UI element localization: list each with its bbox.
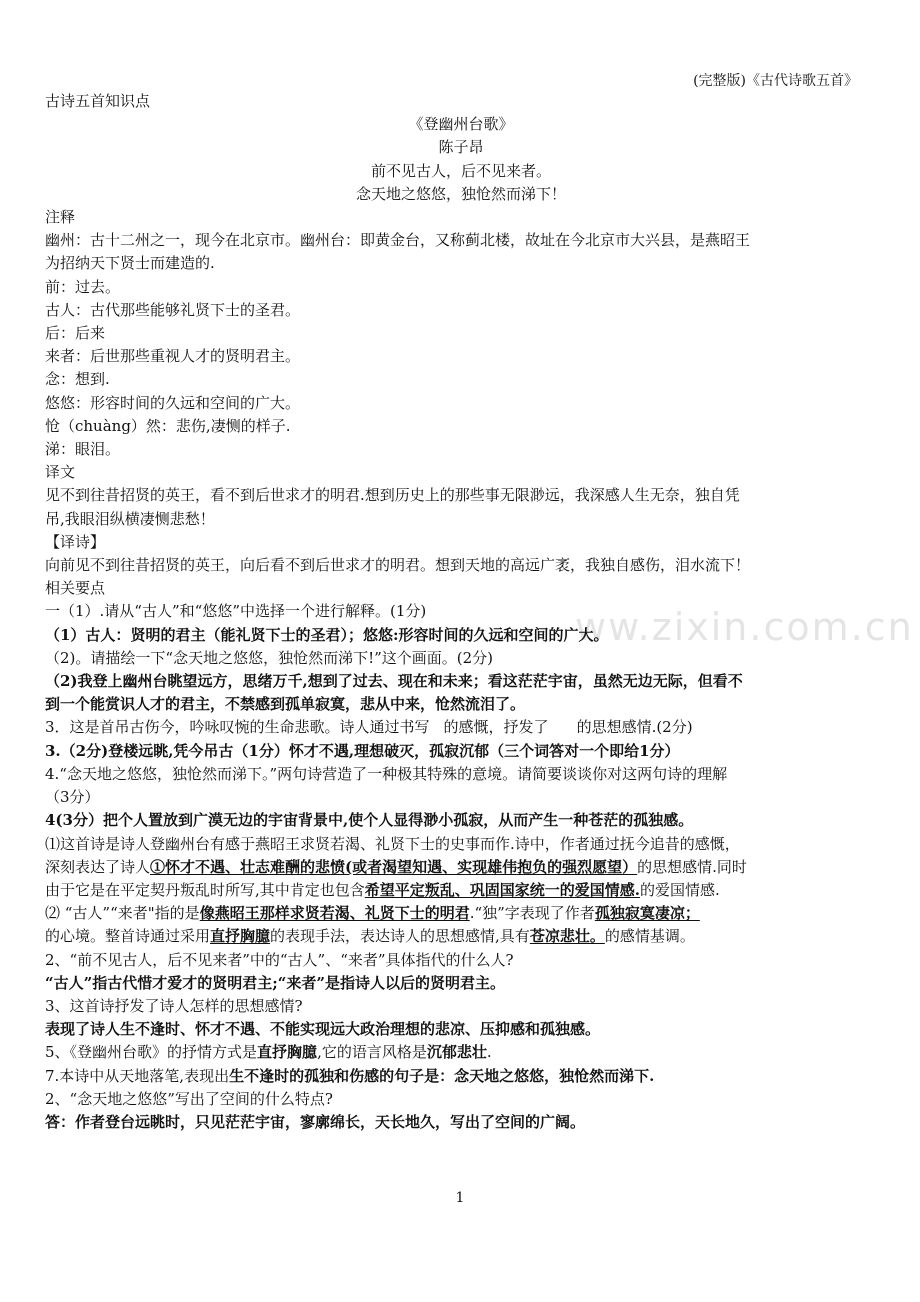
translation-heading: 译文 [45,463,76,482]
question [45,716,877,739]
note-line: 后：后来 [45,324,106,343]
page-number: 1 [455,1190,465,1206]
note-line: 为招纳天下贤士而建造的. [45,254,215,273]
analysis-part: 的思想感情.同时 [637,857,747,876]
question: （3分） [45,788,100,807]
analysis-part: 5、《登幽州台歌》的抒情方式是 [45,1043,258,1062]
notes-heading: 注释 [45,208,76,227]
analysis-line: ⑴这首诗是诗人登幽州台有感于燕昭王求贤若渴、礼贤下士的史事而作.诗中，作者通过抚今追昔的感慨， [45,834,740,853]
note-line: 涕：眼泪。 [45,440,121,459]
poem-line-2: 念天地之悠悠，独怆然而涕下！ [355,184,566,203]
answer: 表现了诗人生不逢时、怀才不遇、不能实现远大政治理想的悲凉、压抑感和孤独感。 [45,1020,601,1039]
analysis-line [45,856,877,879]
translation-line: 见不到往昔招贤的英王，看不到后世求才的明君.想到历史上的那些事无限渺远，我深感人生无奈，独自凭 [45,486,740,505]
question: 3、这首诗抒发了诗人怎样的思想感情? [45,996,303,1015]
analysis-emphasis: 直抒胸臆 [257,1043,318,1062]
analysis-line [45,1065,877,1088]
analysis-emphasis: 苍凉悲壮。 [529,927,605,946]
question: 2、“前不见古人，后不见来者”中的“古人”、“来者”具体指代的什么人? [45,950,514,969]
note-line: 前：过去。 [45,277,121,296]
page-header: (完整版)《古代诗歌五首》 [693,73,858,89]
question: 4.“念天地之悠悠，独怆然而涕下。”两句诗营造了一种极其特殊的意境。请简要谈谈你对这两句诗的理解 [45,764,728,783]
poem-line-1: 前不见古人，后不见来者。 [370,161,551,180]
answer: （1）古人：贤明的君主（能礼贤下士的圣君）；悠悠:形容时间的久远和空间的广大。 [45,625,609,644]
analysis-emphasis: 孤独寂寞凄凉； [594,904,700,923]
answer: 到一个能赏识人才的君主，不禁感到孤单寂寞，悲从中来，怆然流泪了。 [45,695,526,714]
analysis-line [45,879,877,902]
question-part: 的思想感情.(2分) [576,718,693,737]
poem-title: 《登幽州台歌》 [408,115,514,134]
analysis-part: 深刻表达了诗人 [45,857,151,876]
analysis-part: 由于它是在平定契丹叛乱时所写,其中肯定也包含 [45,880,365,899]
analysis-part: 的表现手法，表达诗人的思想感情,具有 [270,927,530,946]
translation-line: 向前见不到往昔招贤的英王，向后看不到后世求才的明君。想到天地的高远广袤，我独自感伤，泪水流下！ [45,556,751,575]
analysis-part: 的感情基调。 [604,927,695,946]
analysis-emphasis: 生不逢时的孤独和伤感的句子是：念天地之悠悠，独怆然而涕下. [229,1066,655,1085]
analysis-emphasis: 像燕昭王那样求贤若渴、礼贤下士的明君 [199,904,470,923]
document-body [45,90,877,1134]
analysis-line [45,1041,877,1064]
note-line: 怆（chuàng）然：悲伤,凄恻的样子. [45,416,291,435]
translated-poem-heading: 【译诗】 [45,532,106,551]
analysis-part: . [486,1043,492,1062]
doc-title: 古诗五首知识点 [45,92,151,110]
analysis-part: ,它的语言风格是 [317,1043,427,1062]
poem-author: 陈子昂 [438,138,484,157]
question: 2、“念天地之悠悠”写出了空间的什么特点? [45,1089,333,1108]
answer: 答：作者登台远眺时，只见茫茫宇宙，寥廓绵长，天长地久，写出了空间的广阔。 [45,1112,586,1131]
note-line: 念：想到. [45,370,110,389]
analysis-emphasis: 直抒胸臆 [210,927,271,946]
analysis-part: 的心境。整首诗通过采用 [45,927,211,946]
note-line: 悠悠：形容时间的久远和空间的广大。 [45,393,301,412]
answer: 3.（2分)登楼远眺,凭今吊古（1分）怀才不遇,理想破灭，孤寂沉郁（三个词答对一个即给1分） [45,741,680,760]
note-line: 幽州：古十二州之一，现今在北京市。幽州台：即黄金台，又称蓟北楼，故址在今北京市大兴县，是燕昭王 [45,231,751,250]
analysis-part: 的爱国情感. [640,880,720,899]
analysis-line [45,925,877,948]
answer: 4(3分）把个人置放到广漠无边的宇宙背景中,使个人显得渺小孤寂，从而产生一种苍茫的孤独感。 [45,811,694,830]
points-heading: 相关要点 [45,579,106,598]
analysis-part: 7.本诗中从天地落笔,表现出 [45,1066,230,1085]
note-line: 来者：后世那些重视人才的贤明君主。 [45,347,301,366]
translation-line: 吊,我眼泪纵横凄恻悲愁！ [45,509,215,528]
analysis-emphasis: ①怀才不遇、壮志难酬的悲愤(或者渴望知遇、实现雄伟抱负的强烈愿望） [150,857,638,876]
analysis-emphasis: 希望平定叛乱、巩固国家统一的爱国情感. [364,880,641,899]
question-part: 3．这是首吊古伤今，吟咏叹惋的生命悲歌。诗人通过书写 [45,718,430,737]
analysis-part: ⑵ “古人”“来者"指的是 [45,904,200,923]
question: （2)。请描绘一下“念天地之悠悠，独怆然而涕下!”这个画面。(2分) [45,648,494,667]
watermark-text: ww.zixin.com.cn [575,605,914,649]
analysis-part: .“独”字表现了作者 [469,904,595,923]
note-line: 古人：古代那些能够礼贤下士的圣君。 [45,300,301,319]
question: 一（1）.请从“古人”和“悠悠”中选择一个进行解释。(1分) [45,602,427,621]
answer: “古人”指古代惜才爱才的贤明君主;“来者”是指诗人以后的贤明君主。 [45,973,506,992]
answer: （2)我登上幽州台眺望远方，思绪万千,想到了过去、现在和未来；看这茫茫宇宙，虽然无边无际，但看不 [45,672,743,691]
analysis-line [45,902,877,925]
question-part: 的感慨，抒发了 [443,718,549,737]
analysis-emphasis: 沉郁悲壮 [426,1043,487,1062]
